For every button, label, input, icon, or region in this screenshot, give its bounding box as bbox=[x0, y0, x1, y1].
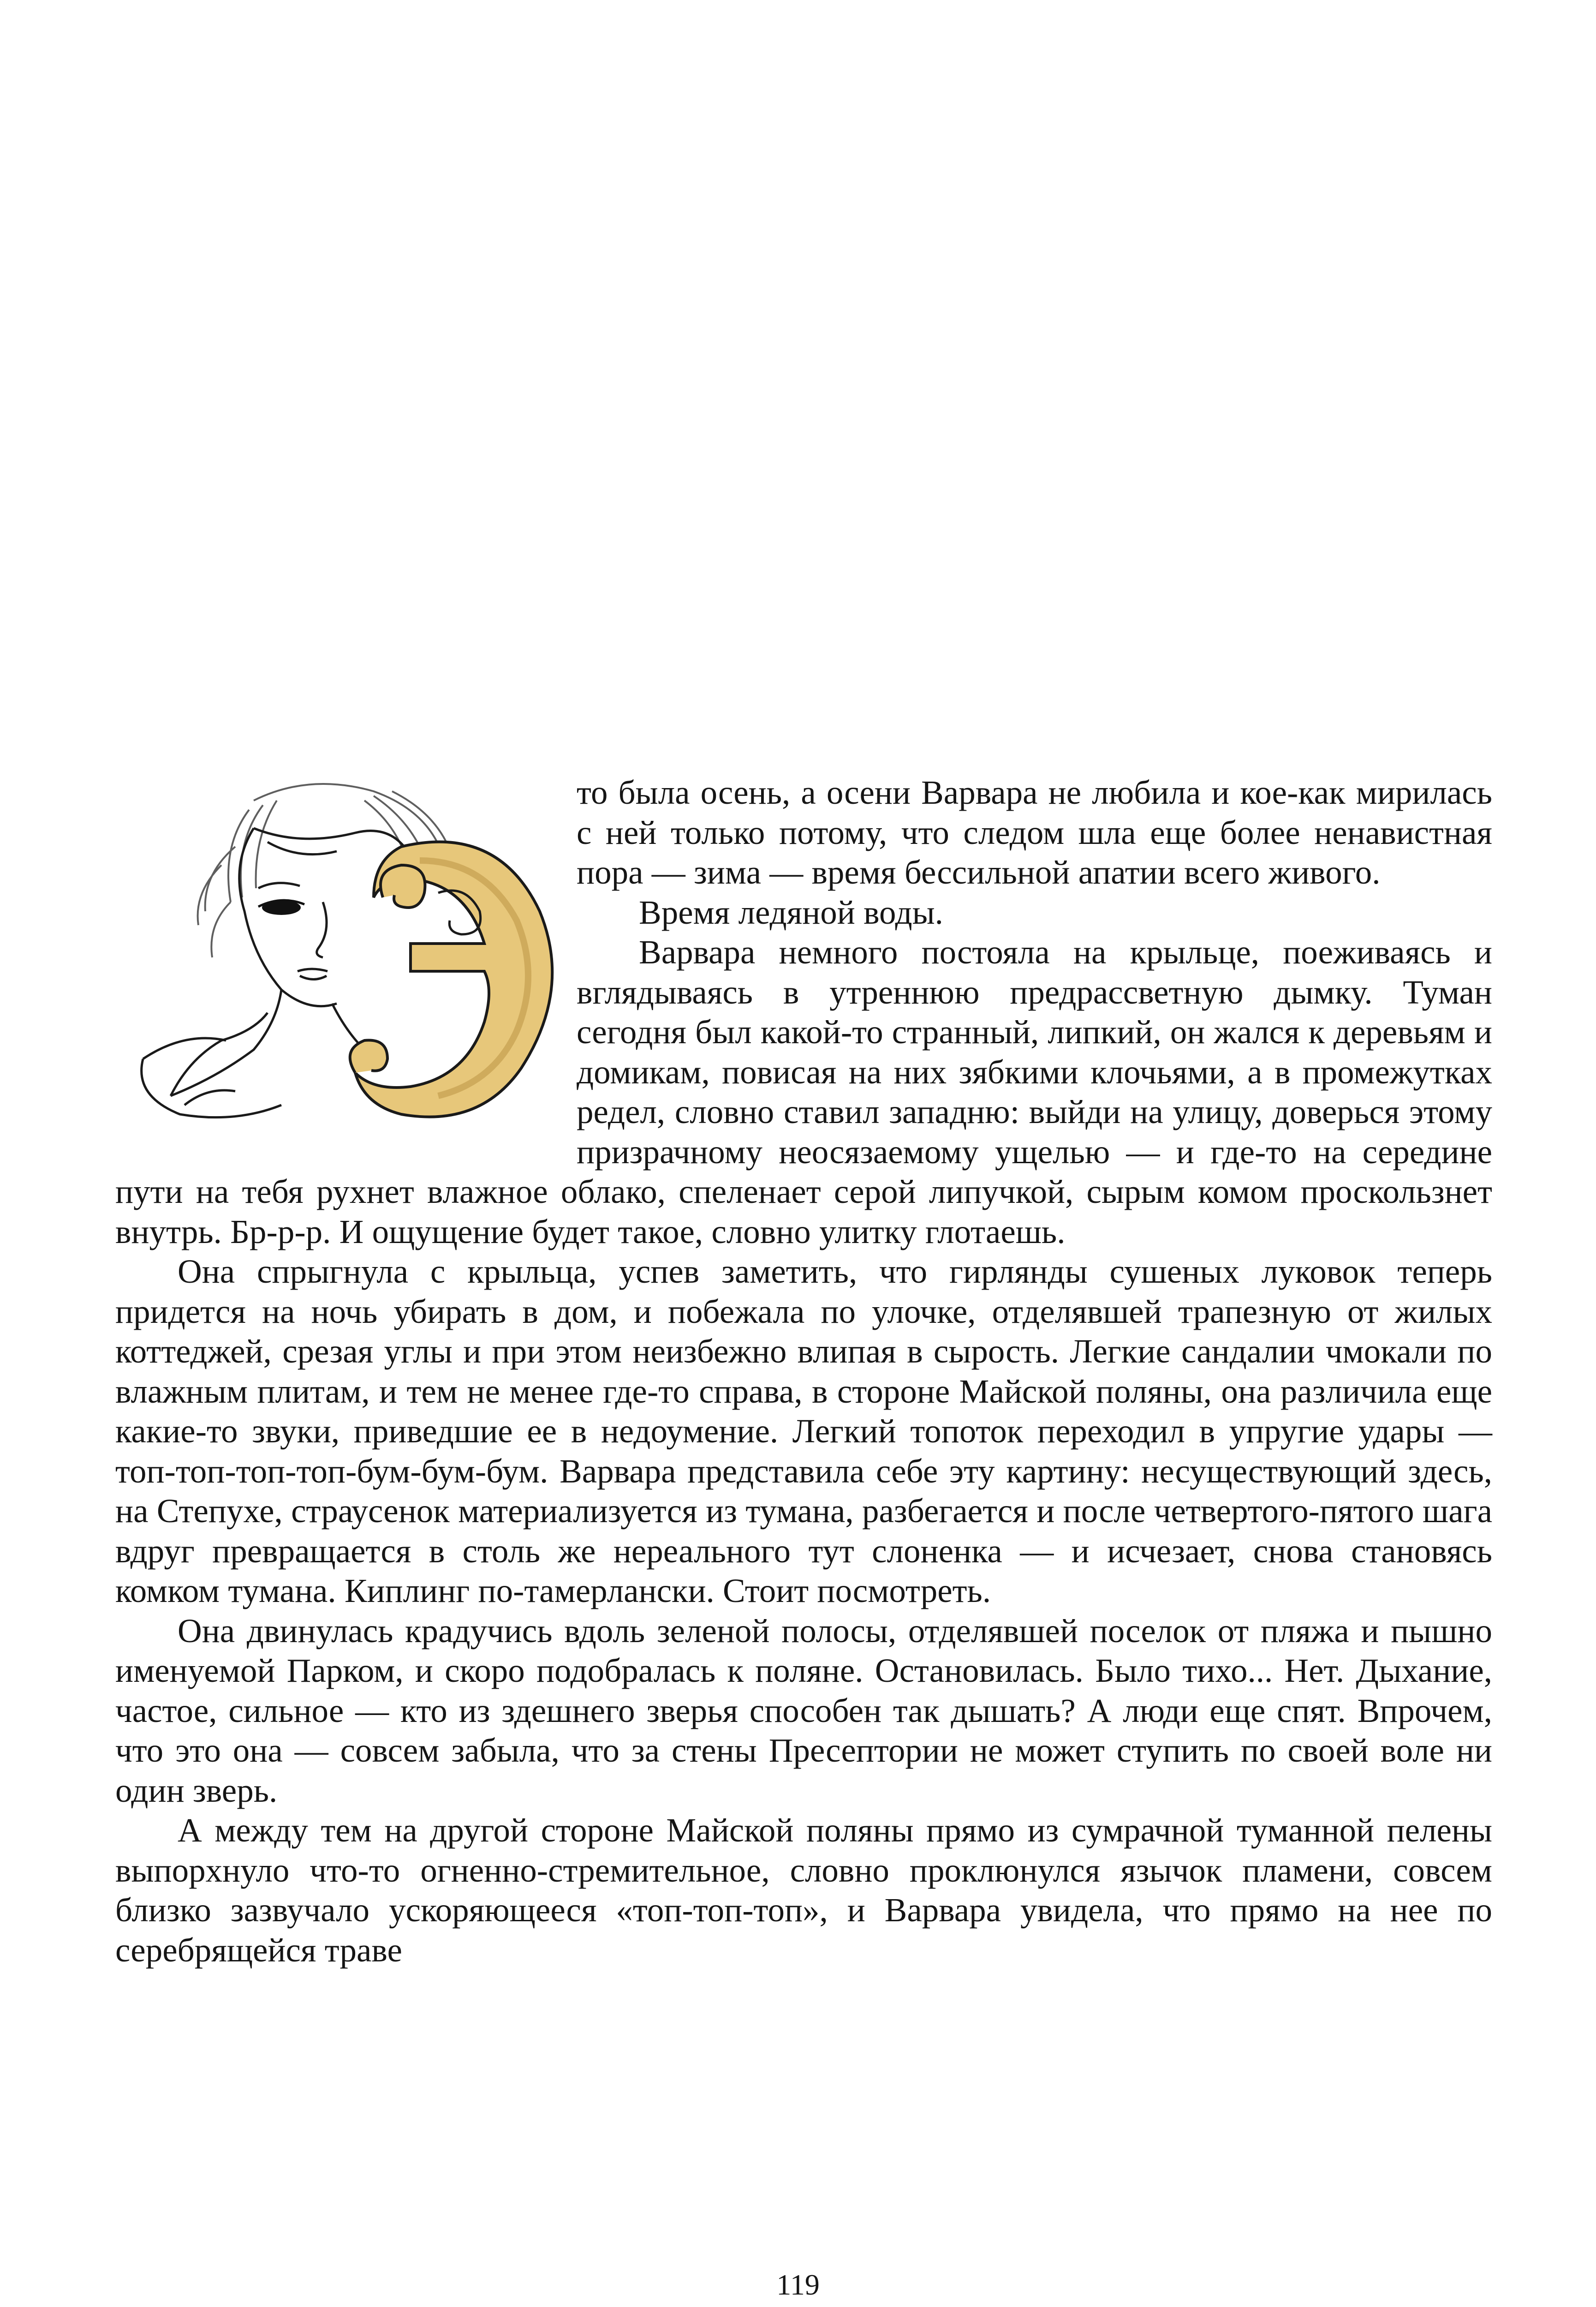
paragraph-1: то была осень, а осени Варвара не любила и кое-как мирилась с ней только потому, что следом шла еще более ненавистная пора — зима — время бессильной апатии всего живого. bbox=[577, 774, 1492, 891]
paragraph-2: Время ледяной воды. bbox=[639, 893, 943, 931]
paragraph-3: Варвара немного постояла на крыльце, поеживаясь и вглядываясь в утреннюю предрассветную дымку. Туман сегодня был какой-то странный, липкий, он жался к деревьям и домикам, повисая на них зябкими клочьями, а в промежутках редел, словно ставил западню: выйди на улицу, доверься этому призрачному неосязаемому ущелью — и где-то на середине пути на тебя рухнет влажное облако, спеленает серой липучкой, сырым комом проскользнет внутрь. Бр-р-р. И ощущение будет такое, словно улитку глотаешь. bbox=[115, 933, 1492, 1250]
body-text bbox=[115, 773, 1492, 1970]
page-number: 119 bbox=[776, 2268, 820, 2301]
paragraph-4: Она спрыгнула с крыльца, успев заметить, что гирлянды сушеных луковок теперь придется на ночь убирать в дом, и побежала по улочке, отделявшей трапезную от жилых коттеджей, срезая углы и при этом неизбежно влипая в сырость. Легкие сандалии чмокали по влажным плитам, и тем не менее где-то справа, в стороне Майской поляны, она различила еще какие-то звуки, приведшие ее в недоумение. Легкий топоток переходил в упругие удары — топ-топ-топ-топ-бум-бум-бум. Варвара представила себе эту картину: несуществующий здесь, на Степухе, страусенок материализуется из тумана, разбегается и после четвертого-пятого шага вдруг превращается в столь же нереального тут слоненка — и исчезает, снова становясь комком тумана. Киплинг по-тамерлански. Стоит посмотреть. bbox=[115, 1253, 1492, 1609]
paragraph-5: Она двинулась крадучись вдоль зеленой полосы, отделявшей поселок от пляжа и пышно именуемой Парком, и скоро подобралась к поляне. Остановилась. Было тихо... Нет. Дыхание, частое, сильное — кто из здешнего зверья способен так дышать? А люди еще спят. Впрочем, что это она — совсем забыла, что за стены Пресептории не может ступить по своей воле ни один зверь. bbox=[115, 1612, 1492, 1809]
paragraph-6: А между тем на другой стороне Майской поляны прямо из сумрачной туманной пелены выпорхнуло что-то огненно-стремительное, словно проклюнулся язычок пламени, совсем близко зазвучало ускоряющееся «топ-топ-топ», и Варвара увидела, что прямо на нее по серебрящейся траве bbox=[115, 1811, 1492, 1969]
drop-cap-illustration bbox=[115, 773, 577, 1133]
illustrated-drop-cap bbox=[115, 773, 577, 1133]
